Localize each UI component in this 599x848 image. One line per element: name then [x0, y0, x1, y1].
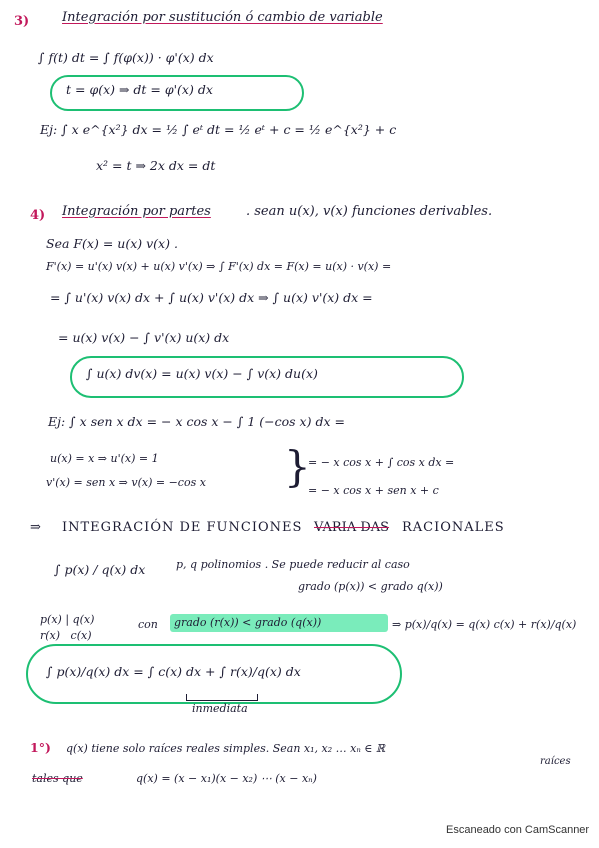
section4-example-left1: u(x) = x ⇒ u'(x) = 1	[50, 452, 159, 465]
section4-heading: Integración por partes	[62, 204, 211, 219]
section5-inmediata: inmediata	[192, 702, 248, 715]
section6-line1: q(x) tiene solo raíces reales simples. Sean x₁, x₂ … xₙ ∈ ℝ	[66, 742, 386, 755]
section6-struck: tales que	[32, 772, 83, 785]
section4-number: 4)	[30, 208, 46, 223]
section6-number: 1°)	[30, 740, 51, 755]
section4-heading-tail: . sean u(x), v(x) funciones derivables.	[246, 204, 493, 219]
section5-con: con	[138, 618, 158, 631]
section5-note2: grado (p(x)) < grado q(x))	[298, 580, 443, 593]
section4-line2: F'(x) = u'(x) v(x) + u(x) v'(x) ⇒ ∫ F'(x) dx = F(x) = u(x) · v(x) =	[46, 260, 392, 273]
section4-line1: Sea F(x) = u(x) v(x) .	[46, 236, 178, 251]
section3-number: 3)	[14, 14, 30, 29]
section5-boxed-formula: ∫ p(x)/q(x) dx = ∫ c(x) dx + ∫ r(x)/q(x) dx	[46, 664, 301, 679]
section4-boxed-formula: ∫ u(x) dv(x) = u(x) v(x) − ∫ v(x) du(x)	[86, 366, 318, 381]
section4-example-left2: v'(x) = sen x ⇒ v(x) = −cos x	[46, 476, 206, 489]
section3-formula: ∫ f(t) dt = ∫ f(φ(x)) · φ'(x) dx	[38, 50, 214, 65]
section5-arrow: ⇒	[30, 520, 41, 535]
section5-note1: p, q polinomios . Se puede reducir al caso	[176, 558, 410, 571]
section5-highlight-text: grado (r(x)) < grado (q(x))	[174, 616, 322, 629]
section5-heading-tail: RACIONALES	[402, 520, 505, 535]
section4-line4: = u(x) v(x) − ∫ v'(x) u(x) dx	[58, 330, 230, 345]
section5-result: ⇒ p(x)/q(x) = q(x) c(x) + r(x)/q(x)	[392, 618, 577, 631]
section6-raices: raíces	[540, 756, 571, 767]
section3-boxed-formula: t = φ(x) ⇒ dt = φ'(x) dx	[66, 82, 213, 97]
section6-line2: q(x) = (x − x₁)(x − x₂) ⋯ (x − xₙ)	[136, 772, 317, 785]
section3-example-substitution: x² = t ⇒ 2x dx = dt	[96, 158, 216, 173]
scanner-watermark: Escaneado con CamScanner	[446, 824, 590, 836]
section5-division: p(x) | q(x) r(x) c(x)	[40, 613, 95, 642]
section4-example: Ej: ∫ x sen x dx = − x cos x − ∫ 1 (−cos x) dx =	[48, 414, 345, 429]
section3-example: Ej: ∫ x e^{x²} dx = ½ ∫ eᵗ dt = ½ eᵗ + c = ½ e^{x²} + c	[40, 122, 397, 137]
underbrace-icon	[186, 694, 258, 701]
section4-example-right2: = − x cos x + sen x + c	[308, 484, 439, 497]
section5-integral: ∫ p(x) / q(x) dx	[54, 562, 146, 577]
section4-line3: = ∫ u'(x) v(x) dx + ∫ u(x) v'(x) dx ⇒ ∫ u(x) v'(x) dx =	[50, 290, 373, 305]
curly-brace-icon: }	[284, 442, 311, 491]
section4-example-right1: = − x cos x + ∫ cos x dx =	[308, 456, 455, 469]
section5-heading: INTEGRACIÓN DE FUNCIONES	[62, 520, 303, 535]
section5-struck-word: VARIA DAS	[314, 520, 390, 535]
section3-heading: Integración por sustitución ó cambio de variable	[62, 10, 383, 25]
